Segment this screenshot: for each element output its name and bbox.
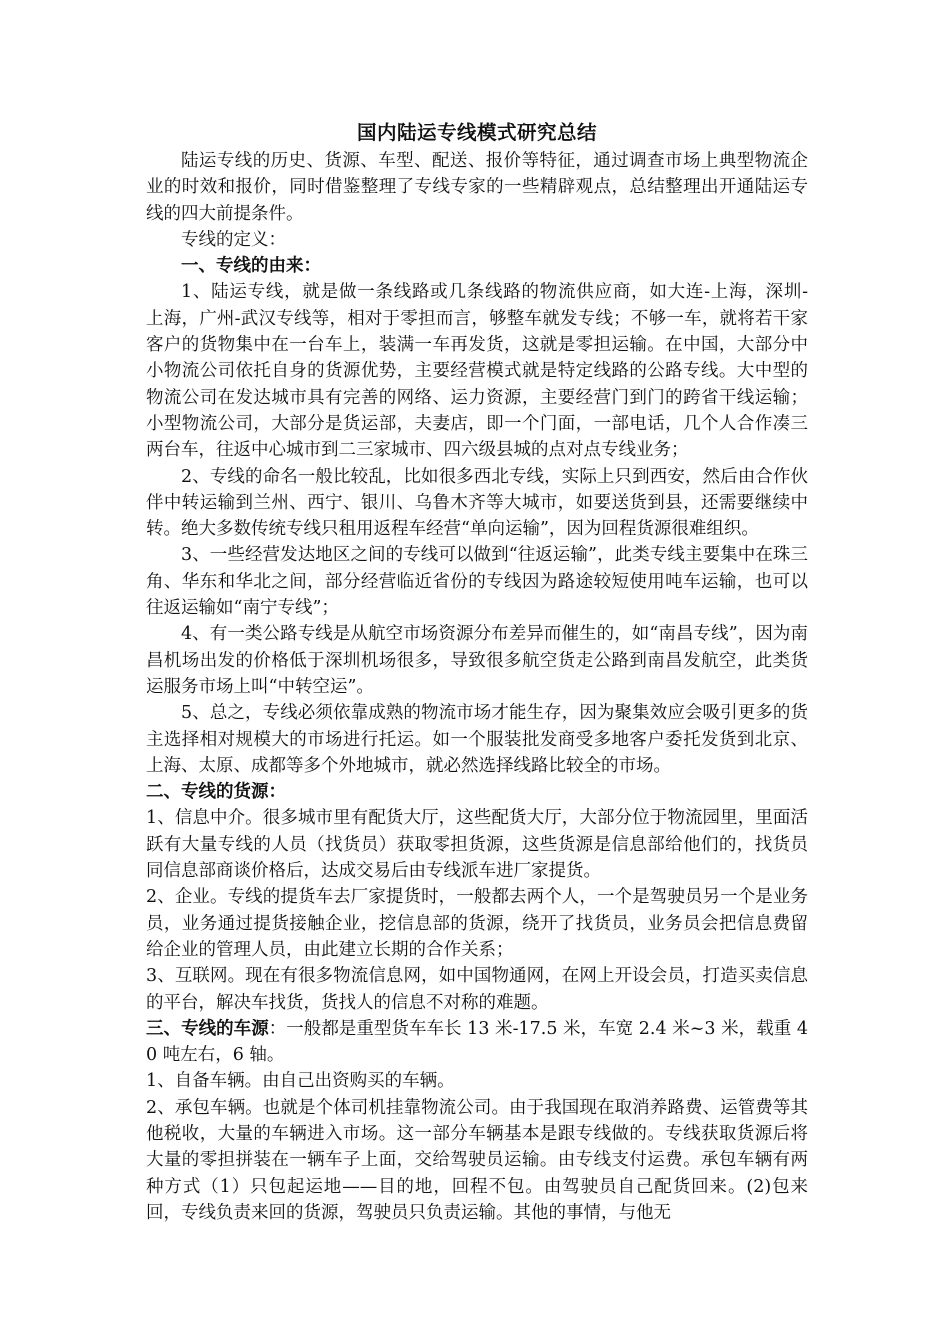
definition-label: 专线的定义： bbox=[181, 229, 286, 250]
section3-heading: 三、专线的车源 bbox=[146, 1018, 269, 1039]
section1-paragraph-2: 2、专线的命名一般比较乱，比如很多西北专线，实际上只到西安，然后由合作伙伴中转运输到兰州、西宁、银川、乌鲁木齐等大城市，如要送货到县，还需要继续中转。绝大多数传统专线只租用返程车经营“单向运输”，因为回程货源很难组织。 bbox=[146, 466, 808, 540]
section2-heading: 二、专线的货源： bbox=[146, 782, 286, 803]
section2-paragraph-1: 1、信息中介。很多城市里有配货大厅，这些配货大厅，大部分位于物流园里，里面活跃有大量专线的人员（找货员）获取零担货源，这些货源是信息部给他们的，找货员同信息部商谈价格后，达成交易后由专线派车进厂家提货。 bbox=[146, 808, 808, 882]
section3-heading-line bbox=[146, 1016, 808, 1069]
section1-paragraph-3: 3、一些经营发达地区之间的专线可以做到“往返运输”，此类专线主要集中在珠三角、华东和华北之间，部分经营临近省份的专线因为路途较短使用吨车运输，也可以往返运输如“南宁专线”； bbox=[146, 545, 808, 619]
section3-paragraph-1: 1、自备车辆。由自己出资购买的车辆。 bbox=[146, 1071, 455, 1092]
section2-paragraph-2: 2、企业。专线的提货车去厂家提货时，一般都去两个人，一个是驾驶员另一个是业务员，业务通过提货接触企业，挖信息部的货源，绕开了找货员，业务员会把信息费留给企业的管理人员，由此建立长期的合作关系； bbox=[146, 887, 808, 960]
section1-paragraph-4: 4、有一类公路专线是从航空市场资源分布差异而催生的，如“南昌专线”，因为南昌机场出发的价格低于深圳机场很多，导致很多航空货走公路到南昌发航空，此类货运服务市场上叫“中转空运”。 bbox=[146, 624, 808, 697]
section1-heading: 一、专线的由来： bbox=[181, 256, 321, 277]
page-title: 国内陆运专线模式研究总结 bbox=[356, 121, 597, 144]
section2-paragraph-3: 3、互联网。现在有很多物流信息网，如中国物通网，在网上开设会员，打造买卖信息的平台，解决车找货，货找人的信息不对称的难题。 bbox=[146, 966, 808, 1013]
section1-paragraph-1: 1、陆运专线，就是做一条线路或几条线路的物流供应商，如大连-上海，深圳- 上海，广州-武汉专线等，相对于零担而言，够整车就发专线；不够一车，就将若干家客户的货物集中在一台车上，装满一车再发货，这就是零担运输。在中国，大部分中小物流公司依托自身的货源优势，主要经营模式就是特定线路的公路专线。大中型的物流公司在发达城市具有完善的网络、运力资源，主要经营门到门的跨省干线运输；小型物流公司，大部分是货运部，夫妻店，即一个门面，一部电话，几个人合作凑三两台车，往返中心城市到二三家城市、四六级县城的点对点专线业务； bbox=[146, 282, 826, 461]
intro-paragraph: 陆运专线的历史、货源、车型、配送、报价等特征，通过调查市场上典型物流企业的时效和报价，同时借鉴整理了专线专家的一些精辟观点，总结整理出开通陆运专线的四大前提条件。 bbox=[146, 151, 808, 224]
section1-paragraph-5: 5、总之，专线必须依靠成熟的物流市场才能生存，因为聚集效应会吸引更多的货主选择相对规模大的市场进行托运。如一个服装批发商受多地客户委托发货到北京、上海、太原、成都等多个外地城市，就必然选择线路比较全的市场。 bbox=[146, 703, 808, 776]
document-page bbox=[146, 120, 826, 1226]
section3-heading-rest: ：一般都是重型货车车长 13 米-17.5 米，车宽 2.4 米~3 米，载重 40 吨左右，6 轴。 bbox=[146, 1018, 808, 1066]
section3-paragraph-2: 2、承包车辆。也就是个体司机挂靠物流公司。由于我国现在取消养路费、运管费等其他税收，大量的车辆进入市场。这一部分车辆基本是跟专线做的。专线获取货源后将大量的零担拼装在一辆车子上面，交给驾驶员运输。由专线支付运费。承包车辆有两种方式（1）只包起运地——目的地，回程不包。由驾驶员自己配货回来。(2)包来回，专线负责来回的货源，驾驶员只负责运输。其他的事情，与他无 bbox=[146, 1097, 808, 1223]
